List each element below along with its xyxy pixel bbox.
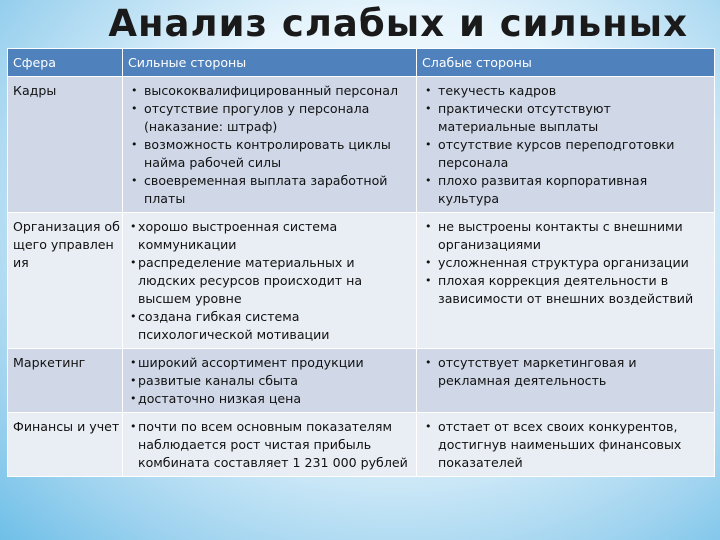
list-item: • широкий ассортимент продукции xyxy=(128,354,411,372)
list-item: • плохая коррекция деятельности в зависимости от внешних воздействий xyxy=(422,272,709,308)
list-item: • создана гибкая система психологической мотивации xyxy=(128,308,411,344)
list-item: • текучесть кадров xyxy=(422,82,709,100)
swot-table xyxy=(7,48,715,477)
header-sphere: Сфера xyxy=(8,49,123,77)
list-item: • почти по всем основным показателям наблюдается рост чистая прибыль комбината составляет 1 231 000 рублей xyxy=(128,418,411,472)
weaknesses-list xyxy=(422,82,709,208)
strengths-cell xyxy=(123,77,417,213)
strengths-cell xyxy=(123,413,417,477)
list-item: • хорошо выстроенная система коммуникации xyxy=(128,218,411,254)
weaknesses-list xyxy=(422,218,709,308)
list-item: • отсутствует маркетинговая и рекламная деятельность xyxy=(422,354,709,390)
sphere-cell: Организация общего управления xyxy=(8,213,123,349)
strengths-cell xyxy=(123,213,417,349)
list-item: • практически отсутствуют материальные выплаты xyxy=(422,100,709,136)
list-item: • не выстроены контакты с внешними организациями xyxy=(422,218,709,254)
sphere-cell: Финансы и учет xyxy=(8,413,123,477)
weaknesses-cell xyxy=(417,413,715,477)
table-row-management xyxy=(8,213,715,349)
list-item: • достаточно низкая цена xyxy=(128,390,411,408)
list-item: • отсутствие курсов переподготовки персонала xyxy=(422,136,709,172)
strengths-list xyxy=(128,82,411,208)
strengths-list xyxy=(128,418,411,472)
header-weaknesses: Слабые стороны xyxy=(417,49,715,77)
strengths-list xyxy=(128,354,411,408)
header-strengths: Сильные стороны xyxy=(123,49,417,77)
list-item: • плохо развитая корпоративная культура xyxy=(422,172,709,208)
strengths-list xyxy=(128,218,411,344)
weaknesses-list xyxy=(422,354,709,390)
table-header-row xyxy=(8,49,715,77)
list-item: • усложненная структура организации xyxy=(422,254,709,272)
list-item: • отсутствие прогулов у персонала (наказание: штраф) xyxy=(128,100,411,136)
page-title: Анализ слабых и сильных xyxy=(108,2,688,45)
table-row-finance xyxy=(8,413,715,477)
list-item: • распределение материальных и людских ресурсов происходит на высшем уровне xyxy=(128,254,411,308)
weaknesses-cell xyxy=(417,349,715,413)
list-item: • отстает от всех своих конкурентов, достигнув наименьших финансовых показателей xyxy=(422,418,709,472)
sphere-cell: Маркетинг xyxy=(8,349,123,413)
weaknesses-list xyxy=(422,418,709,472)
list-item: • развитые каналы сбыта xyxy=(128,372,411,390)
list-item: • возможность контролировать циклы найма рабочей силы xyxy=(128,136,411,172)
weaknesses-cell xyxy=(417,77,715,213)
table-row-marketing xyxy=(8,349,715,413)
weaknesses-cell xyxy=(417,213,715,349)
sphere-cell: Кадры xyxy=(8,77,123,213)
strengths-cell xyxy=(123,349,417,413)
list-item: • своевременная выплата заработной платы xyxy=(128,172,411,208)
table-row-personnel xyxy=(8,77,715,213)
list-item: • высококвалифицированный персонал xyxy=(128,82,411,100)
